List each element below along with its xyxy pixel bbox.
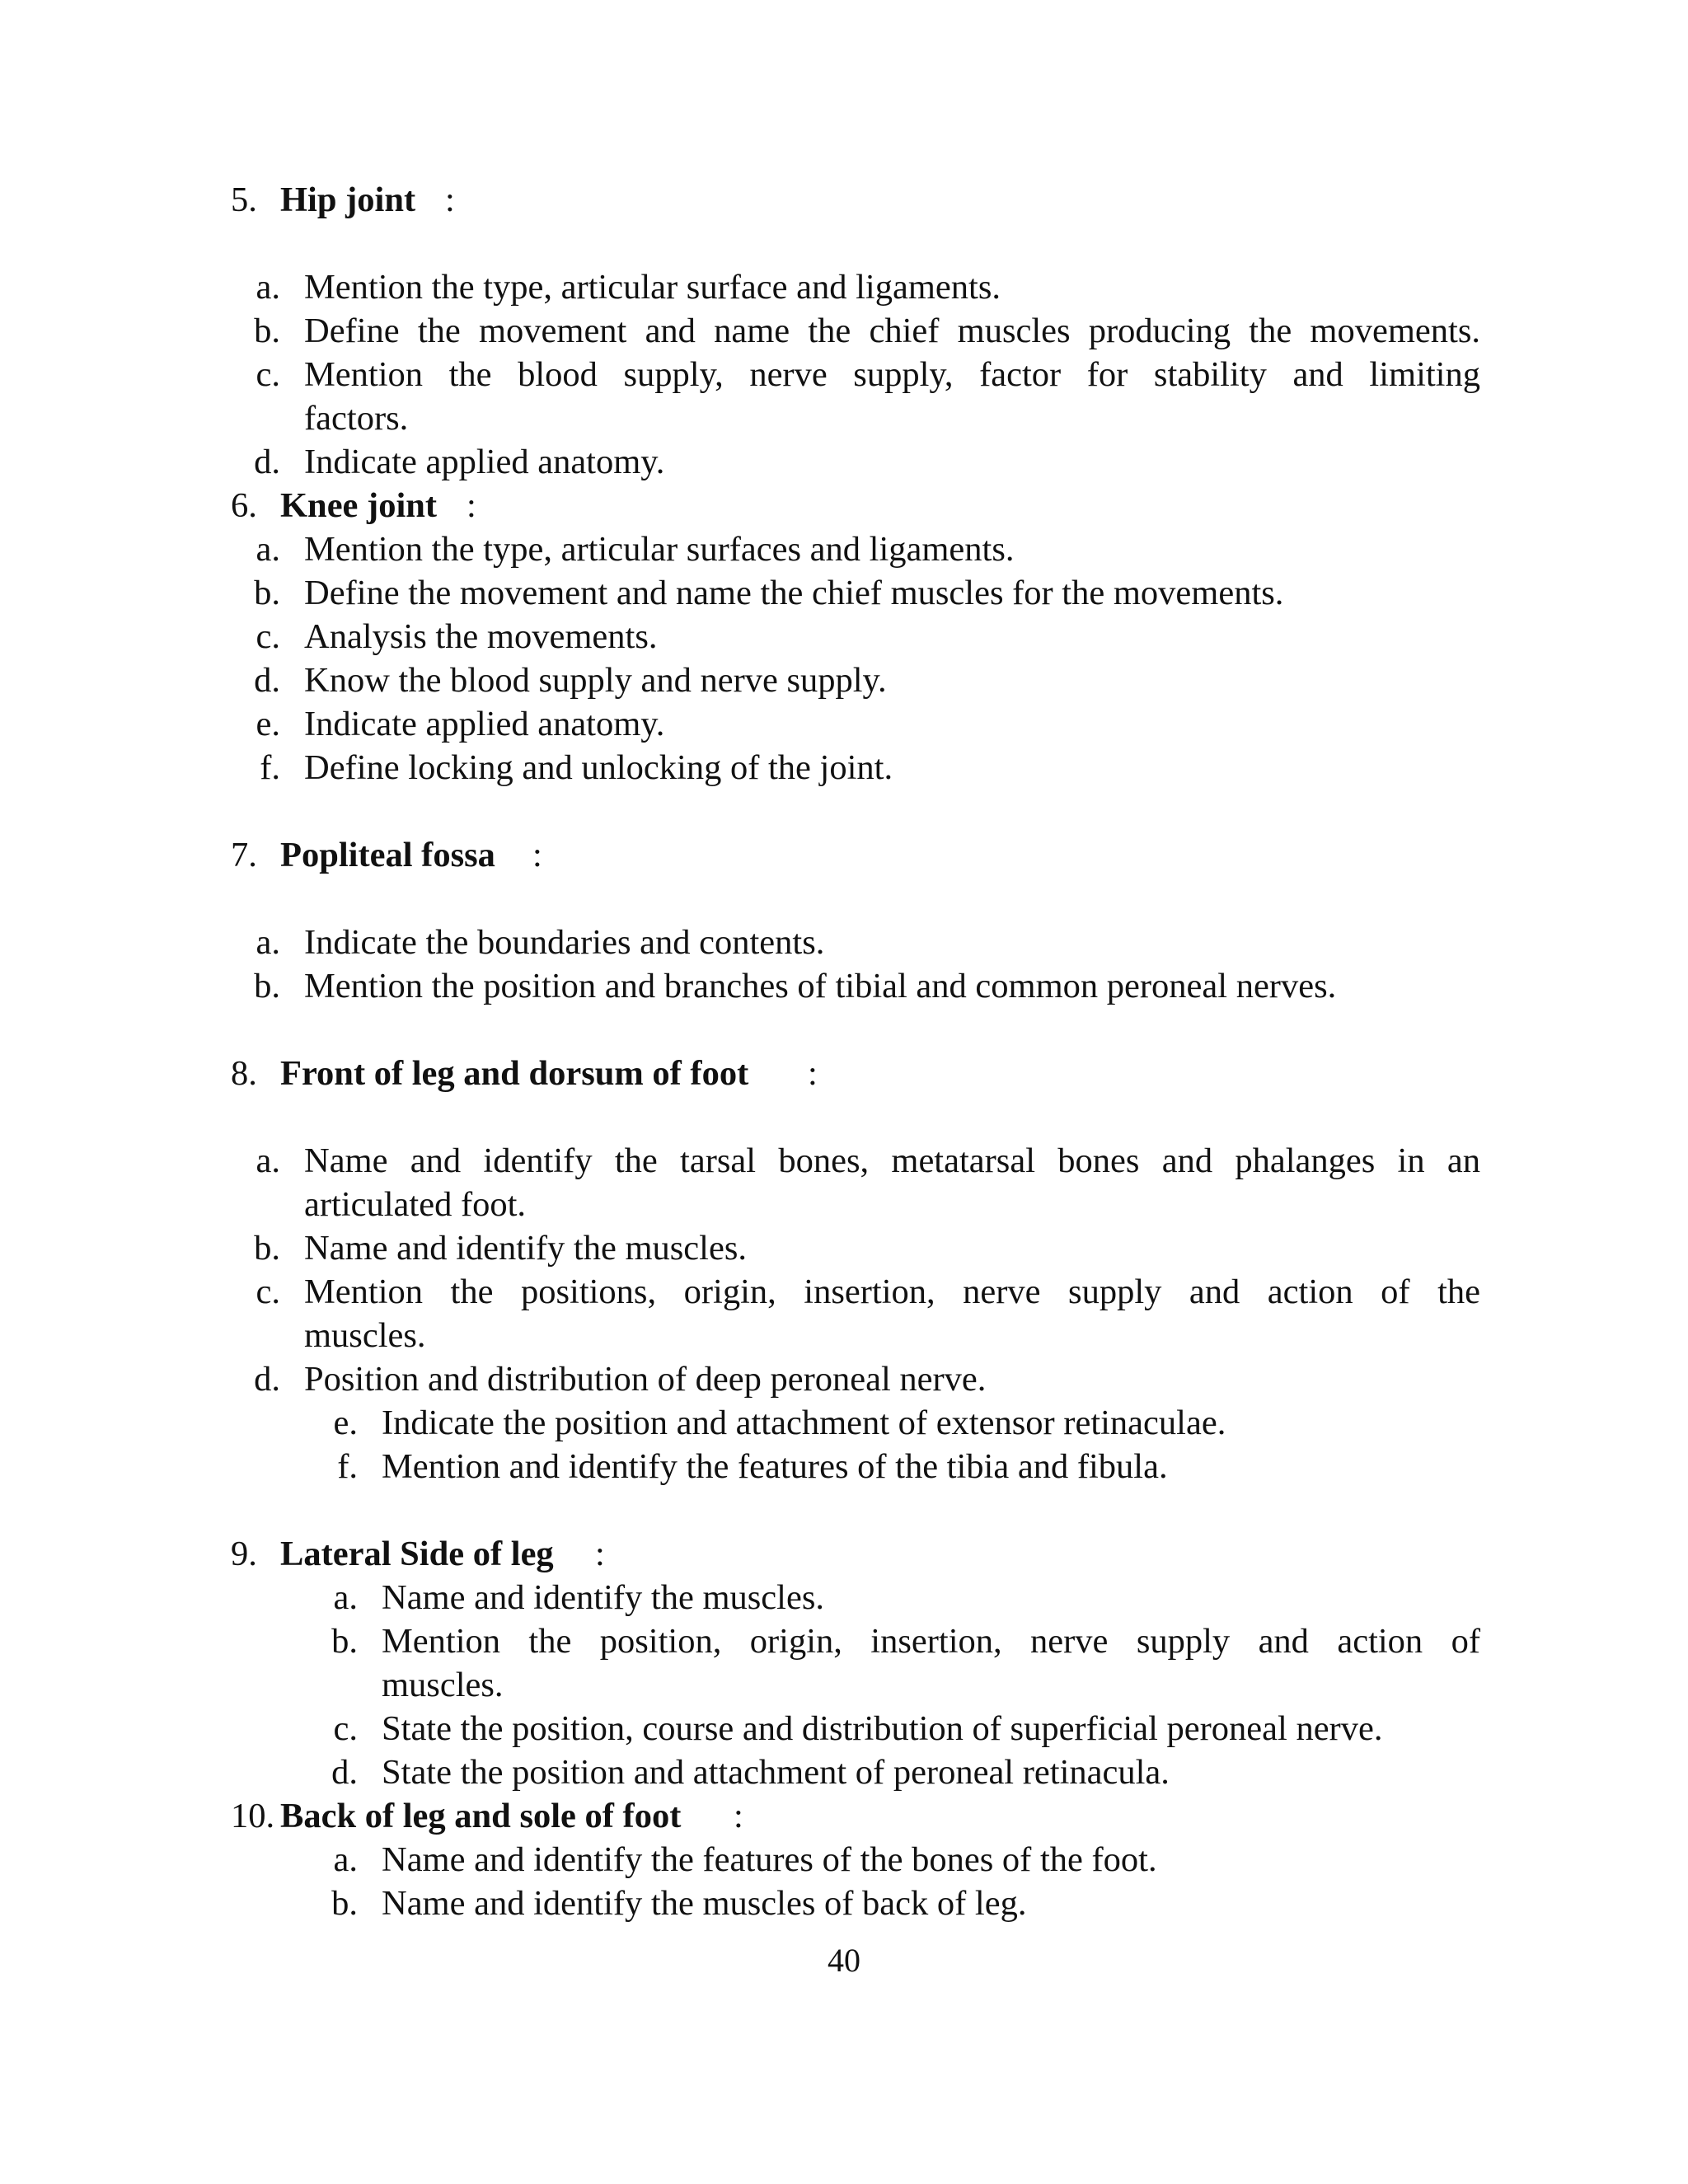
item-letter: f. bbox=[337, 1447, 358, 1486]
item-text: Name and identify the features of the bones of the foot. bbox=[382, 1840, 1157, 1879]
item-text: Define the movement and name the chief muscles for the movements. bbox=[304, 574, 1284, 612]
item-letter: c. bbox=[256, 1272, 280, 1311]
section-title: Lateral Side of leg bbox=[280, 1535, 554, 1573]
item-letter: e. bbox=[333, 1404, 358, 1442]
item-text: Mention the type, articular surface and ligaments. bbox=[304, 268, 1001, 307]
item-text-continuation: muscles. bbox=[382, 1666, 504, 1704]
item-letter: a. bbox=[256, 923, 280, 962]
section-title: Knee joint bbox=[280, 486, 438, 525]
item-text-continuation: muscles. bbox=[304, 1316, 426, 1355]
section-colon: : bbox=[445, 180, 455, 219]
item-text: Name and identify the tarsal bones, metatarsal bones and phalanges in an bbox=[304, 1141, 1480, 1180]
item-text: Indicate applied anatomy. bbox=[304, 705, 665, 743]
item-text: Know the blood supply and nerve supply. bbox=[304, 661, 887, 700]
item-letter: f. bbox=[260, 748, 280, 787]
item-text: Mention and identify the features of the tibia and fibula. bbox=[382, 1447, 1168, 1486]
section-title: Hip joint bbox=[280, 180, 416, 219]
section-title: Front of leg and dorsum of foot bbox=[280, 1054, 749, 1093]
item-text-continuation: factors. bbox=[304, 399, 409, 438]
item-text: Analysis the movements. bbox=[304, 617, 658, 656]
item-letter: b. bbox=[254, 574, 280, 612]
item-letter: a. bbox=[256, 1141, 280, 1180]
section-colon: : bbox=[467, 486, 476, 525]
item-text: Position and distribution of deep peroneal nerve. bbox=[304, 1360, 987, 1399]
item-text: Indicate the position and attachment of extensor retinaculae. bbox=[382, 1404, 1226, 1442]
item-letter: c. bbox=[256, 617, 280, 656]
section-colon: : bbox=[808, 1054, 818, 1093]
item-text: Name and identify the muscles of back of leg. bbox=[382, 1884, 1027, 1923]
item-text: Name and identify the muscles. bbox=[382, 1578, 824, 1617]
item-letter: a. bbox=[256, 268, 280, 307]
section-colon: : bbox=[532, 836, 542, 874]
item-letter: b. bbox=[254, 312, 280, 350]
section-number: 10. bbox=[231, 1797, 275, 1835]
item-letter: c. bbox=[256, 355, 280, 394]
item-text-continuation: articulated foot. bbox=[304, 1185, 527, 1224]
item-letter: a. bbox=[256, 530, 280, 569]
section-colon: : bbox=[734, 1797, 743, 1835]
item-letter: c. bbox=[333, 1709, 358, 1748]
item-letter: d. bbox=[254, 1360, 280, 1399]
item-text: Indicate the boundaries and contents. bbox=[304, 923, 825, 962]
item-letter: b. bbox=[254, 1229, 280, 1268]
item-letter: d. bbox=[254, 443, 280, 481]
item-text: Name and identify the muscles. bbox=[304, 1229, 747, 1268]
item-letter: b. bbox=[331, 1622, 358, 1661]
item-text: Mention the position, origin, insertion, nerve supply and action of bbox=[382, 1622, 1480, 1661]
page-number: 40 bbox=[828, 1942, 860, 1979]
item-letter: a. bbox=[333, 1840, 358, 1879]
item-letter: e. bbox=[256, 705, 280, 743]
item-text: Mention the position and branches of tibial and common peroneal nerves. bbox=[304, 967, 1337, 1005]
item-letter: d. bbox=[254, 661, 280, 700]
item-letter: a. bbox=[333, 1578, 358, 1617]
item-text: State the position, course and distribution of superficial peroneal nerve. bbox=[382, 1709, 1383, 1748]
item-text: Define locking and unlocking of the joint. bbox=[304, 748, 893, 787]
section-number: 7. bbox=[231, 836, 257, 874]
section-number: 6. bbox=[231, 486, 257, 525]
section-number: 9. bbox=[231, 1535, 257, 1573]
section-number: 8. bbox=[231, 1054, 257, 1093]
section-title: Back of leg and sole of foot bbox=[280, 1797, 682, 1835]
section-colon: : bbox=[595, 1535, 605, 1573]
item-text: Define the movement and name the chief muscles producing the movements. bbox=[304, 312, 1480, 350]
item-letter: b. bbox=[331, 1884, 358, 1923]
item-text: Mention the positions, origin, insertion, nerve supply and action of the bbox=[304, 1272, 1480, 1311]
item-letter: b. bbox=[254, 967, 280, 1005]
section-title: Popliteal fossa bbox=[280, 836, 495, 874]
item-text: Mention the type, articular surfaces and ligaments. bbox=[304, 530, 1015, 569]
item-text: Indicate applied anatomy. bbox=[304, 443, 665, 481]
item-letter: d. bbox=[331, 1753, 358, 1792]
section-number: 5. bbox=[231, 180, 257, 219]
item-text: State the position and attachment of peroneal retinacula. bbox=[382, 1753, 1170, 1792]
item-text: Mention the blood supply, nerve supply, factor for stability and limiting bbox=[304, 355, 1480, 394]
